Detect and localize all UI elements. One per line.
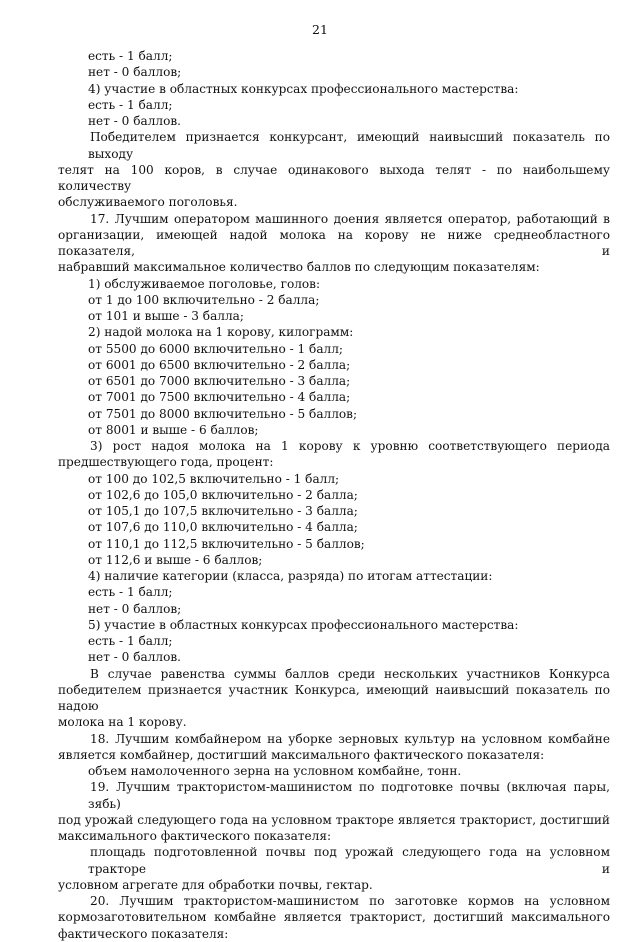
text-line: 3) рост надоя молока на 1 корову к уровню соответствующего периода xyxy=(90,439,610,453)
text-line: есть - 1 балл; xyxy=(88,585,173,600)
text-line: условном агрегате для обработки почвы, гектар. xyxy=(58,877,373,892)
text-line: победителем признается участник Конкурса, имеющий наивысший показатель по надою xyxy=(58,682,610,713)
text-line: обслуживаемого поголовья. xyxy=(58,195,238,210)
text-line: фактического показателя: xyxy=(58,926,229,941)
text-line: объем намолоченного зерна на условном комбайне, тонн. xyxy=(88,764,462,778)
text-line: 17. Лучшим оператором машинного доения является оператор, работающий в xyxy=(90,211,610,226)
text-line: 2) надой молока на 1 корову, килограмм: xyxy=(88,325,354,340)
text-line: от 101 и выше - 3 балла; xyxy=(88,309,244,323)
text-line: от 7501 до 8000 включительно - 5 баллов; xyxy=(88,406,358,421)
text-line: от 6001 до 6500 включительно - 2 балла; xyxy=(88,357,351,372)
text-line: предшествующего года, процент: xyxy=(58,455,274,470)
text-line: 5) участие в областных конкурсах профессионального мастерства: xyxy=(88,617,519,632)
text-line: от 5500 до 6000 включительно - 1 балл; xyxy=(88,341,343,356)
text-line: от 112,6 и выше - 6 баллов; xyxy=(88,552,263,567)
text-line: является комбайнер, достигший максимального фактического показателя: xyxy=(58,747,545,762)
text-line: 4) участие в областных конкурсах профессионального мастерства: xyxy=(88,81,519,96)
text-line: кормозаготовительном комбайне является тракторист, достигший максимального xyxy=(58,910,610,925)
text-line: есть - 1 балл; xyxy=(88,49,173,63)
text-line: нет - 0 баллов. xyxy=(88,114,182,128)
document-body xyxy=(58,48,610,942)
text-line: Победителем признается конкурсант, имеющий наивысший показатель по выходу xyxy=(88,130,610,161)
text-line: В случае равенства суммы баллов среди нескольких участников Конкурса xyxy=(90,666,610,681)
text-line: телят на 100 коров, в случае одинакового выхода телят - по наибольшему количеству xyxy=(58,162,610,193)
text-line: организации, имеющей надой молока на корову не ниже среднеобластного показателя, и xyxy=(58,227,610,258)
text-line: от 7001 до 7500 включительно - 4 балла; xyxy=(88,390,351,405)
text-line: от 107,6 до 110,0 включительно - 4 балла; xyxy=(88,520,358,535)
page-number: 21 xyxy=(312,22,328,37)
text-line: от 1 до 100 включительно - 2 балла; xyxy=(88,292,320,307)
text-line: молока на 1 корову. xyxy=(58,715,187,730)
text-line: от 110,1 до 112,5 включительно - 5 баллов; xyxy=(88,536,365,551)
text-line: есть - 1 балл; xyxy=(88,97,173,112)
text-line: нет - 0 баллов. xyxy=(88,650,182,665)
text-line: нет - 0 баллов; xyxy=(88,65,182,80)
text-line: от 8001 и выше - 6 баллов; xyxy=(88,422,259,437)
text-line: от 102,6 до 105,0 включительно - 2 балла; xyxy=(88,487,358,502)
text-line: 19. Лучшим трактористом-машинистом по подготовке почвы (включая пары, зябь) xyxy=(88,780,610,811)
text-line: от 100 до 102,5 включительно - 1 балл; xyxy=(88,471,340,486)
text-line: набравший максимальное количество баллов по следующим показателям: xyxy=(58,260,540,275)
text-line: нет - 0 баллов; xyxy=(88,601,182,616)
text-line: от 6501 до 7000 включительно - 3 балла; xyxy=(88,374,351,388)
text-line: 18. Лучшим комбайнером на уборке зерновых культур на условном комбайне xyxy=(90,731,610,746)
text-line: есть - 1 балл; xyxy=(88,634,173,648)
text-line: площадь подготовленной почвы под урожай следующего года на условном тракторе и xyxy=(88,845,610,876)
text-line: от 105,1 до 107,5 включительно - 3 балла; xyxy=(88,504,358,518)
text-line: 20. Лучшим трактористом-машинистом по заготовке кормов на условном xyxy=(90,894,610,908)
text-line: под урожай следующего года на условном тракторе является тракторист, достигший xyxy=(58,812,610,827)
text-line: 4) наличие категории (класса, разряда) по итогам аттестации: xyxy=(88,569,493,583)
text-line: 1) обслуживаемое поголовье, голов: xyxy=(88,276,321,291)
text-line: максимального фактического показателя: xyxy=(58,829,332,843)
